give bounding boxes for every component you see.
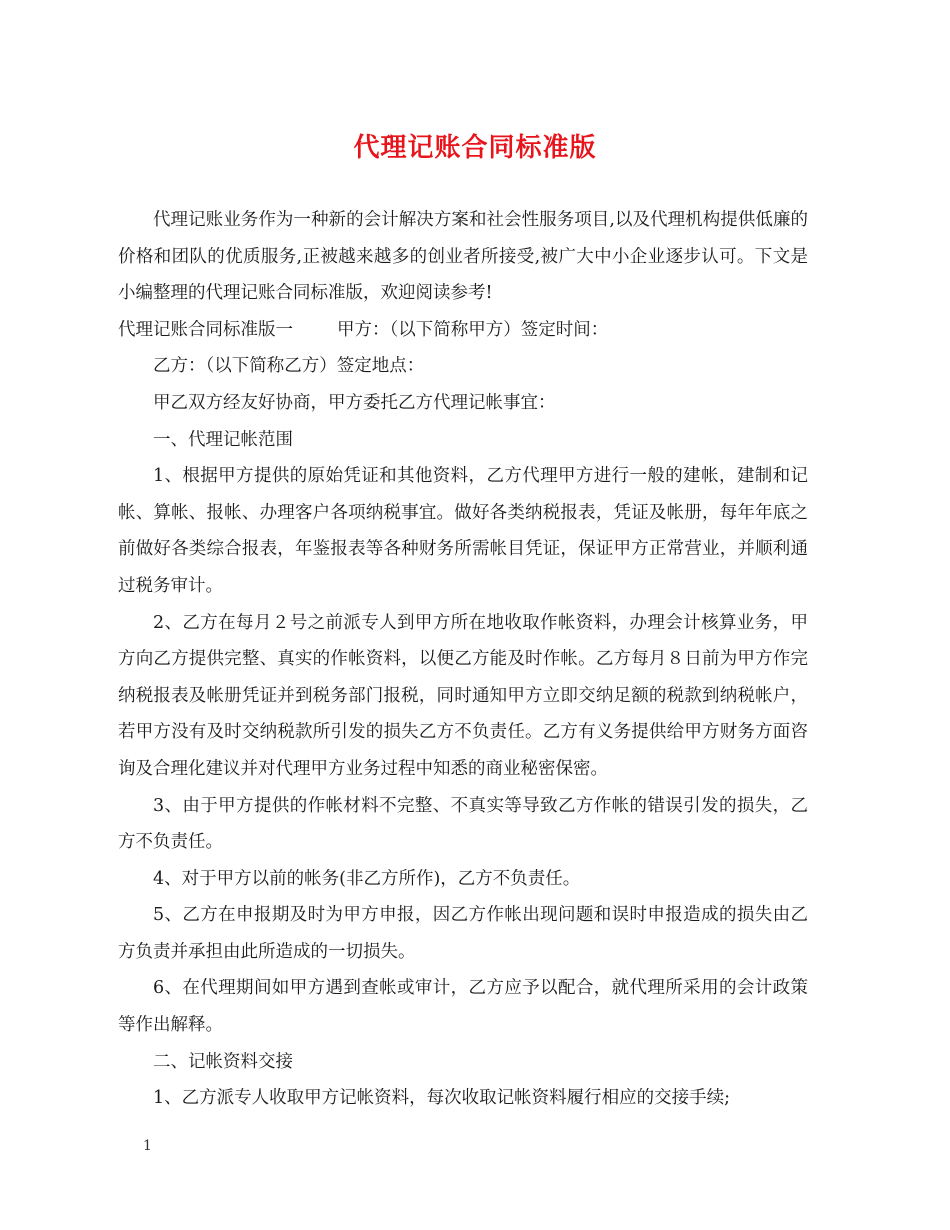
intro-paragraph: 代理记账业务作为一种新的会计解决方案和社会性服务项目,以及代理机构提供低廉的价格和团队的优质服务,正被越来越多的创业者所接受,被广大中小企业逐步认可。下文是小编整理的代理记账合同标准版，欢迎阅读参考! bbox=[118, 210, 808, 304]
section-2-heading: 二、记帐资料交接 bbox=[153, 1051, 293, 1072]
section-1-item-3: 3、由于甲方提供的作帐材料不完整、不真实等导致乙方作帐的错误引发的损失，乙方不负责任。 bbox=[118, 795, 808, 853]
section-1-heading: 一、代理记帐范围 bbox=[153, 429, 293, 450]
section-1-item-5: 5、乙方在申报期及时为甲方申报，因乙方作帐出现问题和误时申报造成的损失由乙方负责并承担由此所造成的一切损失。 bbox=[118, 905, 808, 962]
version-label: 代理记账合同标准版一 bbox=[118, 319, 293, 340]
version-line bbox=[118, 312, 808, 349]
document-body bbox=[118, 202, 808, 1117]
section-1-item-6: 6、在代理期间如甲方遇到查帐或审计，乙方应予以配合，就代理所采用的会计政策等作出解释。 bbox=[118, 978, 808, 1036]
section-1-item-1: 1、根据甲方提供的原始凭证和其他资料，乙方代理甲方进行一般的建帐，建制和记帐、算帐、报帐、办理客户各项纳税事宜。做好各类纳税报表，凭证及帐册，每年年底之前做好各类综合报表，年鉴报表等各种财务所需帐目凭证，保证甲方正常营业，并顺利通过税务审计。 bbox=[118, 466, 808, 596]
page-number: 1 bbox=[143, 1138, 152, 1154]
agreement-line: 甲乙双方经友好协商，甲方委托乙方代理记帐事宜： bbox=[153, 392, 556, 413]
section-2-item-1: 1、乙方派专人收取甲方记帐资料，每次收取记帐资料履行相应的交接手续; bbox=[153, 1088, 731, 1109]
section-1-item-4: 4、对于甲方以前的帐务(非乙方所作)，乙方不负责任。 bbox=[153, 868, 581, 889]
party-b-line: 乙方：（以下简称乙方）签定地点： bbox=[153, 356, 425, 377]
party-a-line: 甲方：（以下简称甲方）签定时间： bbox=[337, 319, 609, 340]
section-1-item-2: 2、乙方在每月２号之前派专人到甲方所在地收取作帐资料，办理会计核算业务，甲方向乙方提供完整、真实的作帐资料，以便乙方能及时作帐。乙方每月８日前为甲方作完纳税报表及帐册凭证并到税务部门报税，同时通知甲方立即交纳足额的税款到纳税帐户，若甲方没有及时交纳税款所引发的损失乙方不负责任。乙方有义务提供给甲方财务方面咨询及合理化建议并对代理甲方业务过程中知悉的商业秘密保密。 bbox=[118, 612, 808, 779]
document-title: 代理记账合同标准版 bbox=[353, 133, 597, 163]
